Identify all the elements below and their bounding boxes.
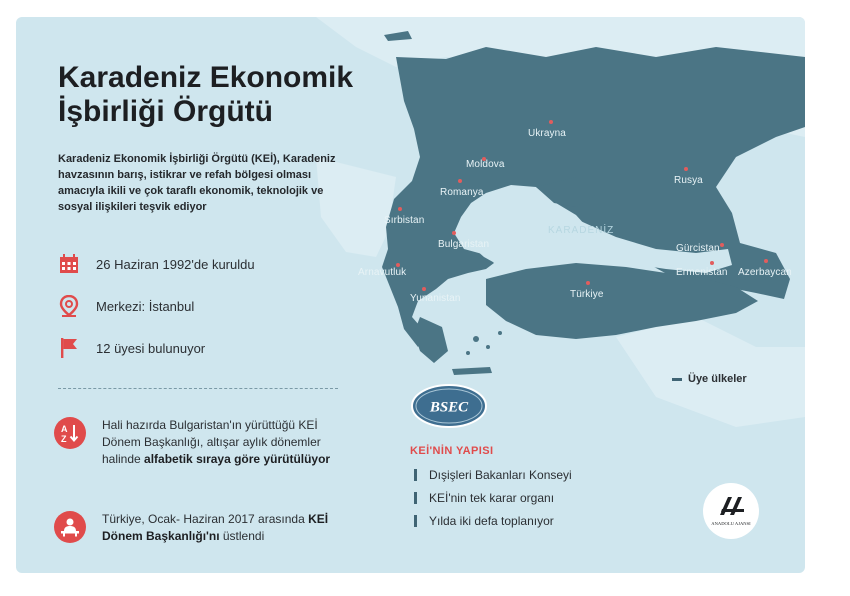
- label-bulgaria: Bulgaristan: [438, 239, 490, 250]
- infographic-card: [16, 17, 805, 573]
- label-greece: Yunanistan: [410, 293, 461, 304]
- non-member-land-south: [616, 317, 805, 427]
- capital-dot: [684, 167, 688, 171]
- label-azerbaijan: Azerbaycan: [738, 267, 792, 278]
- fact-text: 26 Haziran 1992'de kuruldu: [96, 256, 255, 272]
- note-presidency: [54, 511, 342, 545]
- description: Karadeniz Ekonomik İşbirliği Örgütü (KEİ), Karadeniz havzasının barış, istikrar ve refah bölgesi olması amacıyla ikili ve çok taraflı ekonomik, teknolojik ve sosyal ilişkileri teşvik ediyor: [58, 153, 336, 213]
- label-serbia: Sırbistan: [384, 215, 425, 226]
- legend-swatch: [672, 378, 682, 381]
- map-legend: [672, 373, 747, 385]
- fact-headquarters: [58, 295, 194, 317]
- capital-dot: [458, 179, 462, 183]
- location-pin-icon: [58, 295, 80, 317]
- page-title: [58, 61, 398, 129]
- divider: [58, 388, 338, 389]
- member-land-crete: [452, 367, 492, 375]
- caspian-sea: [786, 213, 805, 307]
- kei-structure-title: KEİ'NİN YAPISI: [410, 445, 494, 457]
- title-line-2: İşbirliği Örgütü: [58, 95, 273, 128]
- capital-dot: [764, 259, 768, 263]
- note-text: Türkiye, Ocak- Haziran 2017 arasında KEİ Dönem Başkanlığı'nı üstlendi: [102, 512, 329, 543]
- capital-dot: [720, 243, 724, 247]
- svg-text:Z: Z: [61, 434, 67, 444]
- flag-icon: [58, 337, 80, 359]
- member-land-peloponnese: [414, 317, 448, 363]
- anadolu-ajansi-logo: [698, 481, 764, 543]
- label-albania: Arnavutluk: [358, 267, 407, 278]
- list-item: KEİ'nin tek karar organı: [414, 486, 572, 509]
- note-alphabetical: [54, 417, 332, 468]
- capital-dot: [586, 281, 590, 285]
- label-moldova: Moldova: [466, 159, 505, 170]
- list-item: Yılda iki defa toplanıyor: [414, 509, 572, 532]
- fact-text: 12 üyesi bulunuyor: [96, 340, 206, 356]
- fact-text: Merkezi: İstanbul: [96, 298, 195, 314]
- title-line-1: Karadeniz Ekonomik: [58, 61, 354, 94]
- chairperson-icon: [54, 511, 86, 543]
- alphabetical-sort-icon: [54, 417, 86, 449]
- calendar-icon: [58, 253, 80, 275]
- capital-dot: [710, 261, 714, 265]
- note-text: Hali hazırda Bulgaristan'ın yürüttüğü KEİ Dönem Başkanlığı, altışar aylık dönemler halinde alfabetik sıraya göre yürütülüyor: [102, 418, 331, 466]
- label-turkey: Türkiye: [570, 289, 604, 300]
- label-black-sea: KARADENİZ: [548, 225, 615, 236]
- list-item: Dışişleri Bakanları Konseyi: [414, 463, 572, 486]
- label-romania: Romanya: [440, 187, 484, 198]
- label-russia: Rusya: [674, 175, 703, 186]
- fact-founded: [58, 253, 255, 275]
- label-georgia: Gürcistan: [676, 243, 720, 254]
- label-ukraine: Ukrayna: [528, 128, 566, 139]
- label-armenia: Ermenistan: [676, 267, 728, 278]
- svg-text:A: A: [61, 424, 68, 434]
- bsec-logo: [410, 383, 488, 429]
- capital-dot: [422, 287, 426, 291]
- logo-caption: ANADOLU AJANSI: [711, 521, 751, 526]
- bsec-logo-text: BSEC: [429, 399, 469, 416]
- capital-dot: [549, 120, 553, 124]
- fact-members: [58, 337, 205, 359]
- kei-structure-list: [414, 463, 572, 532]
- legend-label: Üye ülkeler: [688, 373, 747, 385]
- capital-dot: [398, 207, 402, 211]
- capital-dot: [452, 231, 456, 235]
